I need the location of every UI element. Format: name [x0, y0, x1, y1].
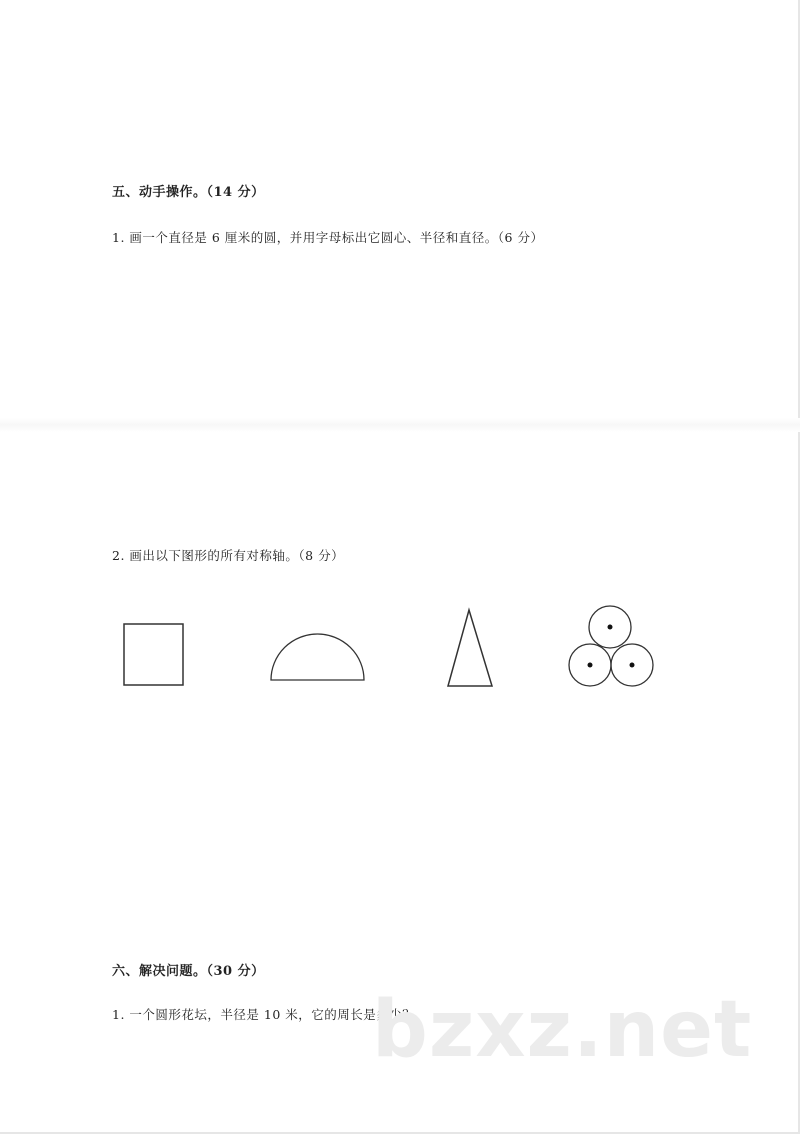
question-flower-bed-circumference: 1. 一个圆形花坛，半径是 10 米，它的周长是多少？: [112, 1007, 416, 1022]
watermark-text: bzxz.net: [372, 985, 753, 1075]
question-symmetry-axes: 2. 画出以下图形的所有对称轴。（8 分）: [112, 548, 345, 563]
section-five-heading: 五、动手操作。（14 分）: [112, 185, 265, 200]
isosceles-triangle-icon: [448, 610, 492, 686]
question-draw-circle: 1. 画一个直径是 6 厘米的圆，并用字母标出它圆心、半径和直径。（6 分）: [112, 230, 544, 245]
section-six-heading: 六、解决问题。（30 分）: [112, 964, 265, 979]
scan-fold-line: [0, 418, 800, 432]
three-circles-icon: [569, 606, 653, 686]
square-icon: [124, 624, 183, 685]
symmetry-figures: [0, 590, 800, 710]
semicircle-icon: [271, 634, 364, 680]
